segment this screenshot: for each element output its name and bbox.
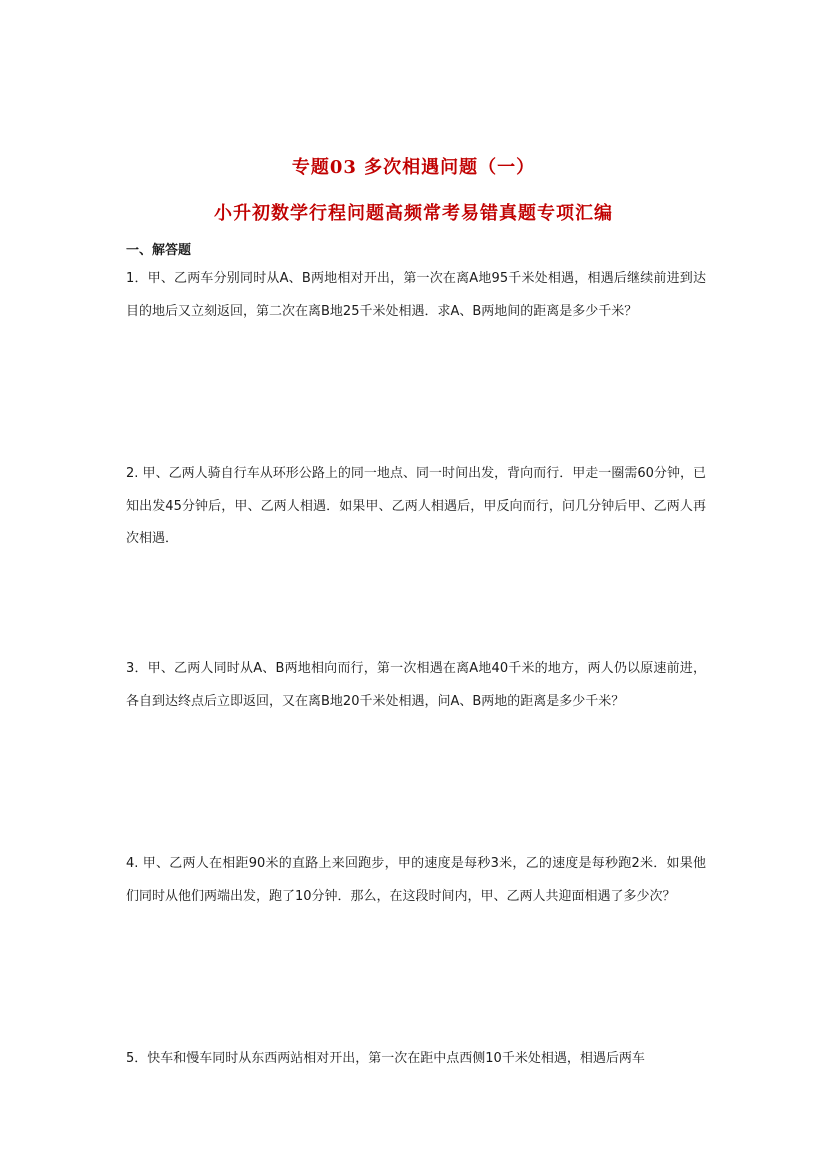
- question-5: 5．快车和慢车同时从东西两站相对开出，第一次在距中点西侧10千米处相遇，相遇后两车: [126, 1051, 645, 1066]
- section-heading: 一、解答题: [126, 243, 192, 258]
- document-title: 专题03 多次相遇问题（一）: [291, 157, 536, 178]
- question-4: 4. 甲、乙两人在相距90米的直路上来回跑步，甲的速度是每秒3米，乙的速度是每秒跑2米．如果他们同时从他们两端出发，跑了10分钟．那么，在这段时间内，甲、乙两人共迎面相遇了多少次？: [126, 856, 706, 904]
- question-2: 2. 甲、乙两人骑自行车从环形公路上的同一地点、同一时间出发，背向而行．甲走一圈需60分钟，已知出发45分钟后，甲、乙两人相遇．如果甲、乙两人相遇后，甲反向而行，问几分钟后甲、乙两人再次相遇．: [126, 466, 706, 546]
- document-subtitle: 小升初数学行程问题高频常考易错真题专项汇编: [214, 203, 613, 224]
- question-3: 3．甲、乙两人同时从A、B两地相向而行，第一次相遇在离A地40千米的地方，两人仍以原速前进，各自到达终点后立即返回，又在离B地20千米处相遇，问A、B两地的距离是多少千米？: [126, 661, 706, 709]
- question-1: 1．甲、乙两车分别同时从A、B两地相对开出，第一次在离A地95千米处相遇，相遇后继续前进到达目的地后又立刻返回，第二次在离B地25千米处相遇．求A、B两地间的距离是多少千米？: [126, 271, 706, 319]
